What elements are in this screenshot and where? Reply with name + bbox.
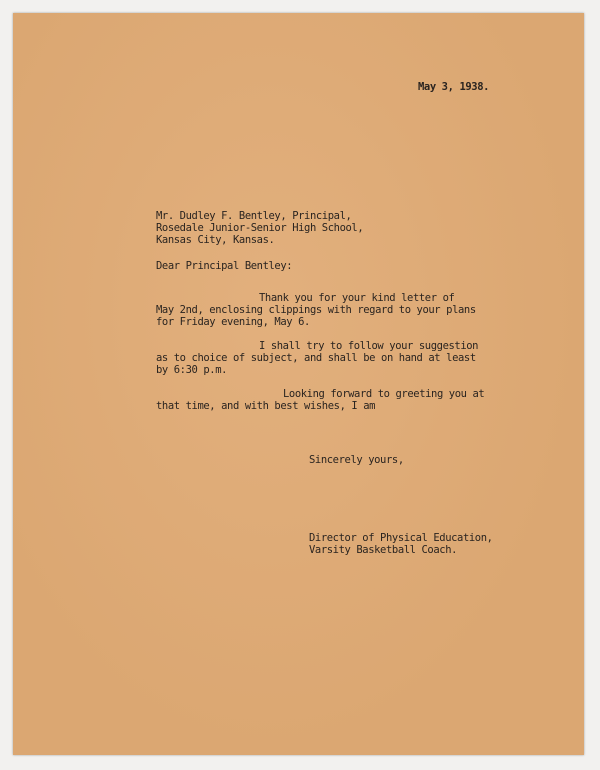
recipient-line-2: Rosedale Junior-Senior High School, bbox=[156, 222, 364, 234]
paragraph-3-line-1: Looking forward to greeting you at bbox=[283, 388, 485, 400]
letter-page bbox=[13, 13, 584, 755]
signature-title-1: Director of Physical Education, bbox=[309, 532, 493, 544]
salutation: Dear Principal Bentley: bbox=[156, 260, 293, 272]
signature-title-2: Varsity Basketball Coach. bbox=[309, 544, 458, 556]
recipient-line-1: Mr. Dudley F. Bentley, Principal, bbox=[156, 210, 352, 222]
paragraph-1-line-2: May 2nd, enclosing clippings with regard to your plans bbox=[156, 304, 476, 316]
closing: Sincerely yours, bbox=[309, 454, 404, 466]
paragraph-3-line-2: that time, and with best wishes, I am bbox=[156, 400, 376, 412]
paragraph-2-line-3: by 6:30 p.m. bbox=[156, 364, 228, 376]
paragraph-2-line-2: as to choice of subject, and shall be on hand at least bbox=[156, 352, 476, 364]
recipient-line-3: Kansas City, Kansas. bbox=[156, 234, 275, 246]
paragraph-2-line-1: I shall try to follow your suggestion bbox=[259, 340, 479, 352]
paragraph-1-line-1: Thank you for your kind letter of bbox=[259, 292, 455, 304]
letter-date: May 3, 1938. bbox=[418, 81, 490, 93]
paragraph-1-line-3: for Friday evening, May 6. bbox=[156, 316, 310, 328]
